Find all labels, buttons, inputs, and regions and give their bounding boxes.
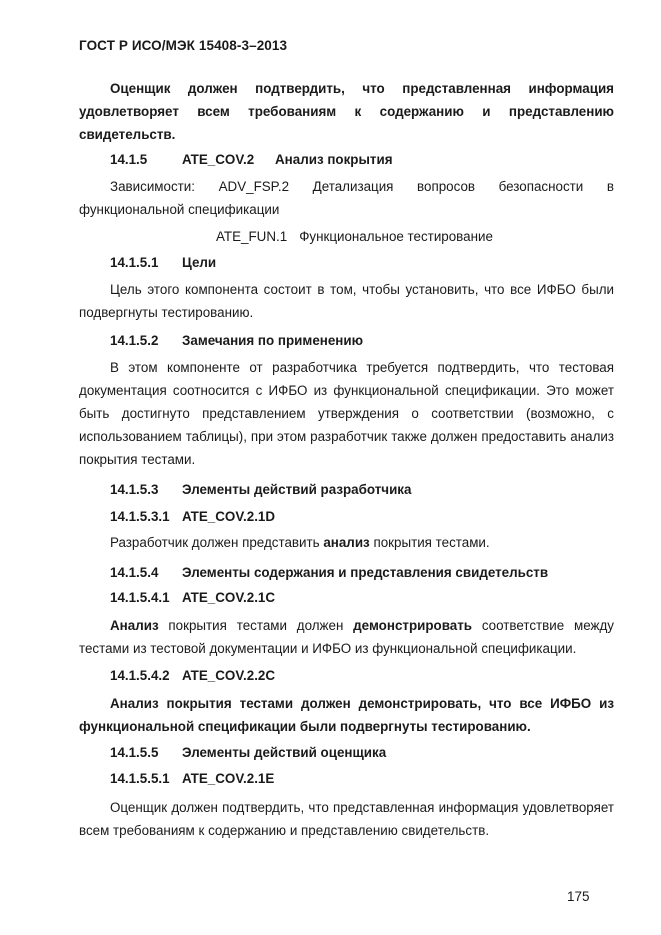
text-run-bold: анализ [323,535,370,550]
heading-title: Замечания по применению [182,333,364,348]
paragraph-content-c2: Анализ покрытия тестами должен демонстрировать, что все ИФБО из функциональной спецификации были подвергнуты тестированию. [79,696,614,734]
heading-number: 14.1.5.3 [110,482,159,497]
text-run-bold: демонстрировать [353,618,473,633]
heading-code: ATE_COV.2.2C [182,668,276,683]
heading-number: 14.1.5.4.1 [110,590,170,605]
text-run-bold: Анализ [110,618,159,633]
text-run: соответствие между тестами из тестовой документации и ИФБО из функциональной спецификации. [79,618,614,656]
paragraph-developer-action [110,535,490,550]
paragraph-content-c1 [79,614,614,660]
dependency-desc: Функциональное тестирование [299,229,493,244]
heading-14-1-5 [110,152,393,167]
heading-14-1-5-5-1 [110,771,275,786]
heading-title: Анализ покрытия [275,152,393,167]
heading-number: 14.1.5.1 [110,255,159,270]
heading-14-1-5-5 [110,745,387,760]
heading-14-1-5-3 [110,482,412,497]
heading-code: ATE_COV.2.1E [182,771,275,786]
heading-code: ATE_COV.2.1D [182,509,276,524]
heading-14-1-5-4-2 [110,668,276,683]
heading-14-1-5-1 [110,255,217,270]
dependencies-label: Зависимости: [110,179,195,194]
heading-14-1-5-3-1 [110,509,276,524]
text-run: Разработчик должен представить [110,535,324,550]
text-run: покрытия тестами должен [158,618,354,633]
dependencies-block [79,175,614,221]
heading-14-1-5-2 [110,333,364,348]
dependency-ate-fun [216,229,493,244]
paragraph-evaluator-action: Оценщик должен подтвердить, что представленная информация удовлетворяет всем требованиям к содержанию и представлению свидетельств. [79,800,614,838]
heading-number: 14.1.5.3.1 [110,509,170,524]
paragraph-evaluator-intro: Оценщик должен подтвердить, что представленная информация удовлетворяет всем требованиям к содержанию и представлению свидетельств. [79,81,614,142]
heading-code: ATE_COV.2.1C [182,590,276,605]
heading-title: Элементы действий оценщика [182,745,387,760]
heading-title: Элементы содержания и представления свидетельств [182,565,549,580]
paragraph-application-notes: В этом компоненте от разработчика требуется подтвердить, что тестовая документация соотносится с ИФБО из функциональной спецификации. Это может быть достигнуто представлением утверждения о соответствии (возможно, с использованием таблицы), при этом разработчик также должен предоставить анализ покрытия тестами. [79,360,614,467]
dependencies-word: в [606,179,614,194]
heading-number: 14.1.5 [110,152,148,167]
dependencies-line-1 [79,175,614,198]
heading-number: 14.1.5.4.2 [110,668,170,683]
dependencies-word: безопасности [498,179,584,194]
heading-14-1-5-4-1 [110,590,276,605]
heading-number: 14.1.5.4 [110,565,159,580]
heading-14-1-5-4 [110,565,549,580]
dependencies-line-2: функциональной спецификации [79,202,280,217]
paragraph-goals: Цель этого компонента состоит в том, чтобы установить, что все ИФБО были подвергнуты тестированию. [79,282,614,320]
heading-number: 14.1.5.2 [110,333,159,348]
dependencies-word: Детализация [312,179,394,194]
heading-number: 14.1.5.5.1 [110,771,170,786]
document-header: ГОСТ Р ИСО/МЭК 15408-3–2013 [79,38,288,53]
dependencies-word: вопросов [417,179,476,194]
heading-title: Элементы действий разработчика [182,482,412,497]
page-number: 175 [567,889,590,904]
text-run: покрытия тестами. [369,535,490,550]
heading-code: ATE_COV.2 [182,152,255,167]
dependency-code: ATE_FUN.1 [216,229,288,244]
heading-title: Цели [182,255,217,270]
dependencies-word: ADV_FSP.2 [218,179,290,194]
heading-number: 14.1.5.5 [110,745,159,760]
